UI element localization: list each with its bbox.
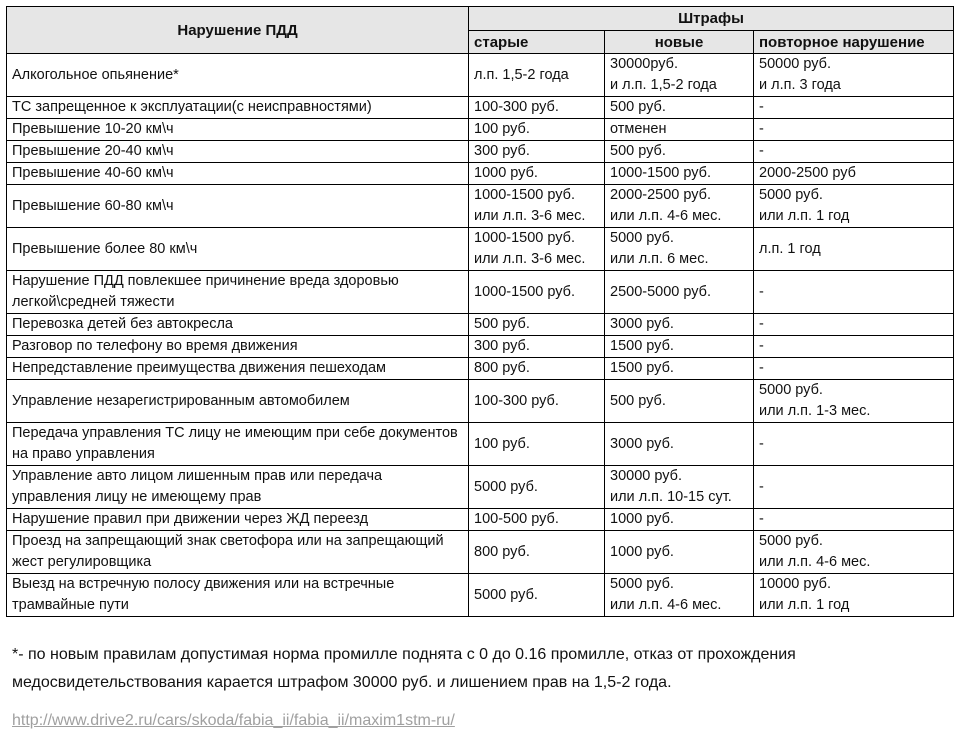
header-repeat: повторное нарушение <box>754 31 954 54</box>
violation-text: Проезд на запрещающий знак светофора или на запрещающий жест регулировщика <box>12 533 444 570</box>
repeat-fine-line: или л.п. 4-6 мес. <box>759 554 871 570</box>
violation-text: Нарушение правил при движении через ЖД переезд <box>12 511 369 527</box>
new-fine-cell <box>605 185 754 228</box>
new-fine-line: 1500 руб. <box>610 338 674 354</box>
new-fine-line: 1000 руб. <box>610 543 674 560</box>
old-fine-cell <box>469 271 605 314</box>
old-fine-cell <box>469 574 605 617</box>
repeat-fine-line: - <box>759 316 764 332</box>
new-fine-cell <box>605 380 754 423</box>
new-fine-line: или л.п. 4-6 мес. <box>610 597 722 613</box>
old-fine-line: или л.п. 3-6 мес. <box>474 208 586 224</box>
repeat-fine-line: или л.п. 1 год <box>759 208 850 224</box>
old-fine-line: 100-300 руб. <box>474 392 559 409</box>
new-fine-cell <box>605 314 754 336</box>
new-fine-cell <box>605 54 754 97</box>
table-row <box>7 141 954 163</box>
old-fine-line: л.п. 1,5-2 года <box>474 66 569 83</box>
violation-text: Непредставление преимущества движения пешеходам <box>12 360 386 376</box>
repeat-fine-line: 50000 руб. <box>759 56 831 72</box>
violation-text: Выезд на встречную полосу движения или на встречные трамвайные пути <box>12 576 395 613</box>
old-fine-line: 300 руб. <box>474 338 530 354</box>
old-fine-line: или л.п. 3-6 мес. <box>474 251 586 267</box>
new-fine-line: 3000 руб. <box>610 435 674 452</box>
new-fine-line: отменен <box>610 121 667 137</box>
violation-text: Передача управления ТС лицу не имеющим при себе документов на право управления <box>12 425 458 462</box>
old-fine-cell <box>469 358 605 380</box>
new-fine-line: 500 руб. <box>610 143 666 159</box>
violation-cell <box>7 314 469 336</box>
repeat-fine-line: - <box>759 283 764 300</box>
old-fine-line: 100 руб. <box>474 435 530 452</box>
violation-cell <box>7 271 469 314</box>
repeat-fine-cell <box>754 358 954 380</box>
new-fine-cell <box>605 141 754 163</box>
old-fine-line: 100-300 руб. <box>474 99 559 115</box>
old-fine-cell <box>469 380 605 423</box>
table-header <box>7 7 954 54</box>
new-fine-line: или л.п. 6 мес. <box>610 251 709 267</box>
header-new: новые <box>605 31 754 54</box>
old-fine-line: 1000-1500 руб. <box>474 230 576 246</box>
table-row <box>7 271 954 314</box>
violation-cell <box>7 119 469 141</box>
new-fine-cell <box>605 228 754 271</box>
table-row <box>7 119 954 141</box>
violation-text: Превышение 40-60 км\ч <box>12 165 174 181</box>
repeat-fine-cell <box>754 141 954 163</box>
new-fine-cell <box>605 119 754 141</box>
old-fine-cell <box>469 185 605 228</box>
table-row <box>7 185 954 228</box>
new-fine-line: 5000 руб. <box>610 230 674 246</box>
violation-cell <box>7 97 469 119</box>
violation-cell <box>7 228 469 271</box>
repeat-fine-line: 5000 руб. <box>759 382 823 398</box>
old-fine-line: 100 руб. <box>474 121 530 137</box>
source-link[interactable]: http://www.drive2.ru/cars/skoda/fabia_ii/fabia_ii/maxim1stm-ru/ <box>12 712 455 729</box>
violation-text: Превышение 10-20 км\ч <box>12 121 174 137</box>
repeat-fine-line: и л.п. 3 года <box>759 77 841 93</box>
repeat-fine-line: - <box>759 143 764 159</box>
repeat-fine-line: - <box>759 121 764 137</box>
repeat-fine-cell <box>754 97 954 119</box>
table-row <box>7 54 954 97</box>
new-fine-line: 500 руб. <box>610 99 666 115</box>
header-fines: Штрафы <box>469 7 954 31</box>
header-violation: Нарушение ПДД <box>7 7 469 54</box>
repeat-fine-line: - <box>759 99 764 115</box>
new-fine-line: 1000 руб. <box>610 511 674 527</box>
repeat-fine-line: - <box>759 511 764 527</box>
repeat-fine-line: 2000-2500 руб <box>759 165 856 181</box>
table-row <box>7 97 954 119</box>
old-fine-cell <box>469 141 605 163</box>
new-fine-cell <box>605 423 754 466</box>
fines-table <box>6 6 954 617</box>
old-fine-cell <box>469 228 605 271</box>
repeat-fine-cell <box>754 466 954 509</box>
repeat-fine-line: 5000 руб. <box>759 533 823 549</box>
new-fine-line: 30000руб. <box>610 56 678 72</box>
repeat-fine-line: или л.п. 1-3 мес. <box>759 403 871 419</box>
table-row <box>7 163 954 185</box>
new-fine-line: 5000 руб. <box>610 576 674 592</box>
new-fine-line: 2500-5000 руб. <box>610 283 712 300</box>
violation-cell <box>7 54 469 97</box>
repeat-fine-cell <box>754 336 954 358</box>
new-fine-line: и л.п. 1,5-2 года <box>610 77 717 93</box>
new-fine-cell <box>605 163 754 185</box>
table-row <box>7 423 954 466</box>
violation-text: Превышение 20-40 км\ч <box>12 143 174 159</box>
old-fine-line: 800 руб. <box>474 543 530 560</box>
footnote: *- по новым правилам допустимая норма промилле поднята с 0 до 0.16 промилле, отказ от прохождения медосвидетельствования карается штрафом 30000 руб. и лишением прав на 1,5-2 года. <box>12 646 796 691</box>
new-fine-cell <box>605 509 754 531</box>
old-fine-line: 1000-1500 руб. <box>474 187 576 203</box>
repeat-fine-line: 5000 руб. <box>759 187 823 203</box>
table-row <box>7 336 954 358</box>
violation-cell <box>7 509 469 531</box>
repeat-fine-cell <box>754 271 954 314</box>
new-fine-cell <box>605 466 754 509</box>
table-row <box>7 358 954 380</box>
violation-text: Управление незарегистрированным автомобилем <box>12 392 350 409</box>
table-row <box>7 314 954 336</box>
old-fine-cell <box>469 163 605 185</box>
violation-text: ТС запрещенное к эксплуатации(с неисправностями) <box>12 99 372 115</box>
new-fine-cell <box>605 358 754 380</box>
new-fine-cell <box>605 97 754 119</box>
violation-cell <box>7 380 469 423</box>
old-fine-cell <box>469 314 605 336</box>
new-fine-cell <box>605 531 754 574</box>
old-fine-cell <box>469 531 605 574</box>
new-fine-line: 30000 руб. <box>610 468 682 484</box>
old-fine-line: 800 руб. <box>474 360 530 376</box>
violation-text: Алкогольное опьянение* <box>12 66 179 83</box>
repeat-fine-line: - <box>759 338 764 354</box>
old-fine-line: 100-500 руб. <box>474 511 559 527</box>
violation-cell <box>7 185 469 228</box>
repeat-fine-line: или л.п. 1 год <box>759 597 850 613</box>
violation-cell <box>7 163 469 185</box>
violation-cell <box>7 466 469 509</box>
new-fine-cell <box>605 336 754 358</box>
old-fine-cell <box>469 466 605 509</box>
violation-cell <box>7 141 469 163</box>
new-fine-cell <box>605 271 754 314</box>
violation-text: Разговор по телефону во время движения <box>12 338 298 354</box>
violation-text: Управление авто лицом лишенным прав или передача управления лицу не имеющему прав <box>12 468 383 505</box>
fines-table-wrapper <box>6 6 953 617</box>
repeat-fine-cell <box>754 228 954 271</box>
violation-cell <box>7 336 469 358</box>
repeat-fine-cell <box>754 531 954 574</box>
table-row <box>7 380 954 423</box>
old-fine-line: 300 руб. <box>474 143 530 159</box>
repeat-fine-cell <box>754 574 954 617</box>
old-fine-cell <box>469 423 605 466</box>
violation-text: Перевозка детей без автокресла <box>12 316 233 332</box>
new-fine-line: или л.п. 10-15 сут. <box>610 489 732 505</box>
repeat-fine-cell <box>754 54 954 97</box>
repeat-fine-line: 10000 руб. <box>759 576 831 592</box>
violation-cell <box>7 531 469 574</box>
table-row <box>7 228 954 271</box>
repeat-fine-cell <box>754 163 954 185</box>
repeat-fine-cell <box>754 380 954 423</box>
new-fine-line: 500 руб. <box>610 392 666 409</box>
old-fine-line: 5000 руб. <box>474 478 538 495</box>
repeat-fine-cell <box>754 185 954 228</box>
violation-text: Нарушение ПДД повлекшее причинение вреда здоровью легкой\средней тяжести <box>12 273 399 310</box>
new-fine-line: 1000-1500 руб. <box>610 165 712 181</box>
table-row <box>7 466 954 509</box>
violation-cell <box>7 574 469 617</box>
table-row <box>7 509 954 531</box>
violation-text: Превышение более 80 км\ч <box>12 240 198 257</box>
repeat-fine-cell <box>754 423 954 466</box>
repeat-fine-line: - <box>759 360 764 376</box>
table-row <box>7 574 954 617</box>
repeat-fine-line: - <box>759 435 764 452</box>
violation-cell <box>7 423 469 466</box>
new-fine-line: 3000 руб. <box>610 316 674 332</box>
new-fine-line: или л.п. 4-6 мес. <box>610 208 722 224</box>
old-fine-line: 1000 руб. <box>474 165 538 181</box>
old-fine-cell <box>469 119 605 141</box>
repeat-fine-cell <box>754 509 954 531</box>
new-fine-cell <box>605 574 754 617</box>
table-row <box>7 531 954 574</box>
old-fine-cell <box>469 336 605 358</box>
new-fine-line: 1500 руб. <box>610 360 674 376</box>
header-old: старые <box>469 31 605 54</box>
old-fine-cell <box>469 509 605 531</box>
repeat-fine-cell <box>754 119 954 141</box>
old-fine-line: 500 руб. <box>474 316 530 332</box>
violation-cell <box>7 358 469 380</box>
old-fine-line: 5000 руб. <box>474 586 538 603</box>
new-fine-line: 2000-2500 руб. <box>610 187 712 203</box>
table-body <box>7 54 954 617</box>
repeat-fine-cell <box>754 314 954 336</box>
violation-text: Превышение 60-80 км\ч <box>12 197 174 214</box>
repeat-fine-line: л.п. 1 год <box>759 240 821 257</box>
old-fine-cell <box>469 54 605 97</box>
old-fine-cell <box>469 97 605 119</box>
old-fine-line: 1000-1500 руб. <box>474 283 576 300</box>
repeat-fine-line: - <box>759 478 764 495</box>
